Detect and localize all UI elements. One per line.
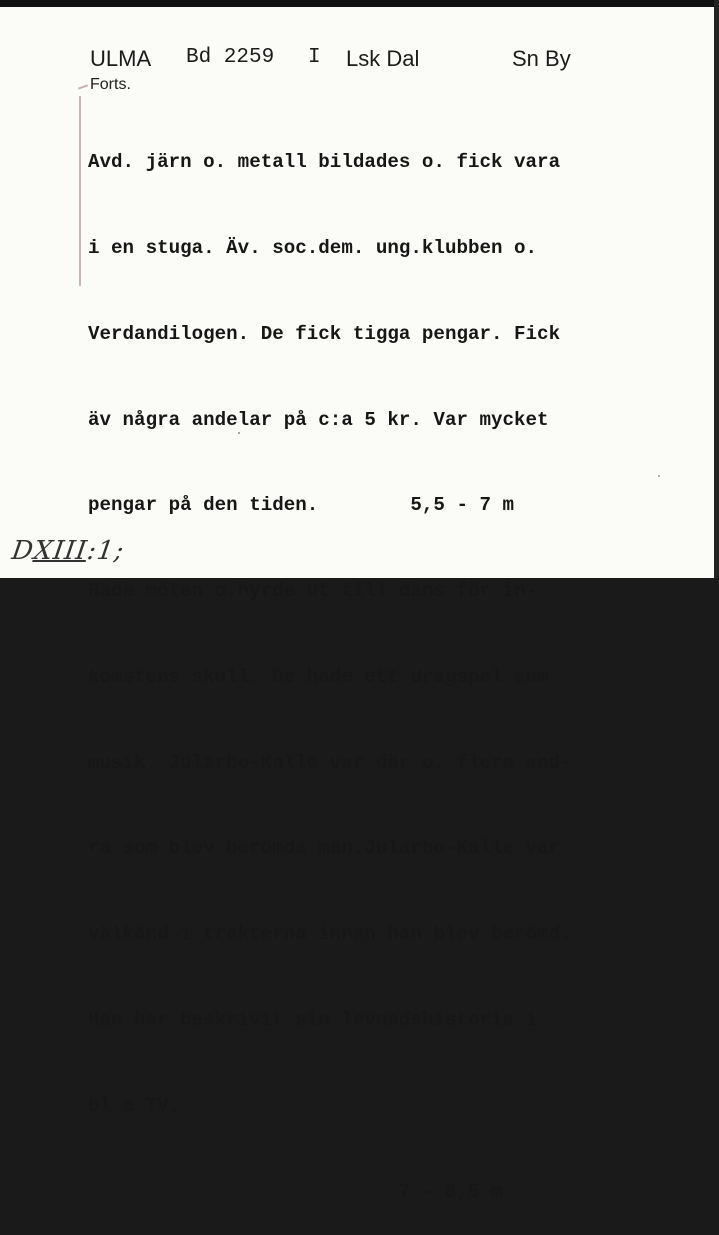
text-line: äv några andelar på c:a 5 kr. Var mycket [88, 408, 549, 431]
paper-speck [238, 432, 240, 434]
reference-prefix: D [9, 536, 36, 566]
text-line: musik. Jularbo-Kalle var där o. flera and- [88, 751, 572, 774]
roman-numeral: I [308, 46, 321, 69]
reference-roman: XIII [31, 536, 90, 566]
reference-suffix: :1; [85, 536, 127, 566]
sn-by-label: Sn By [512, 46, 571, 71]
scan-right-edge [714, 0, 719, 578]
text-line: Avd. järn o. metall bildades o. fick vara [88, 151, 561, 174]
card-body-text [88, 91, 708, 1235]
text-line: ra som blev berömda män.Jularbo-Kalle var [88, 837, 561, 860]
archive-code: ULMA [90, 46, 152, 71]
text-line: Verdandilogen. De fick tigga pengar. Fick [88, 322, 561, 345]
margin-pencil-mark [79, 96, 81, 286]
text-line: 7 - 8,5 m [88, 1180, 503, 1203]
scan-top-edge [0, 0, 719, 7]
text-line: bl a TV. [88, 1094, 181, 1117]
text-line: i en stuga. Äv. soc.dem. ung.klubben o. [88, 236, 538, 259]
text-line: pengar på den tiden. 5,5 - 7 m [88, 494, 515, 517]
place-label: Lsk Dal [346, 46, 420, 71]
continuation-label: Forts. [90, 76, 131, 93]
text-line: välkänd i trakterna innan han blev berömd. [88, 923, 572, 946]
volume-number: Bd 2259 [186, 46, 275, 69]
handwritten-reference [10, 536, 126, 566]
paper-speck [658, 475, 660, 477]
text-line: komstens skull. De hade ett dragspel som [88, 665, 549, 688]
text-line: Han har beskrivit sin levnadshistoria i [88, 1009, 538, 1031]
text-line: Hade möten o.hyrde ut till dans för in- [88, 580, 538, 603]
